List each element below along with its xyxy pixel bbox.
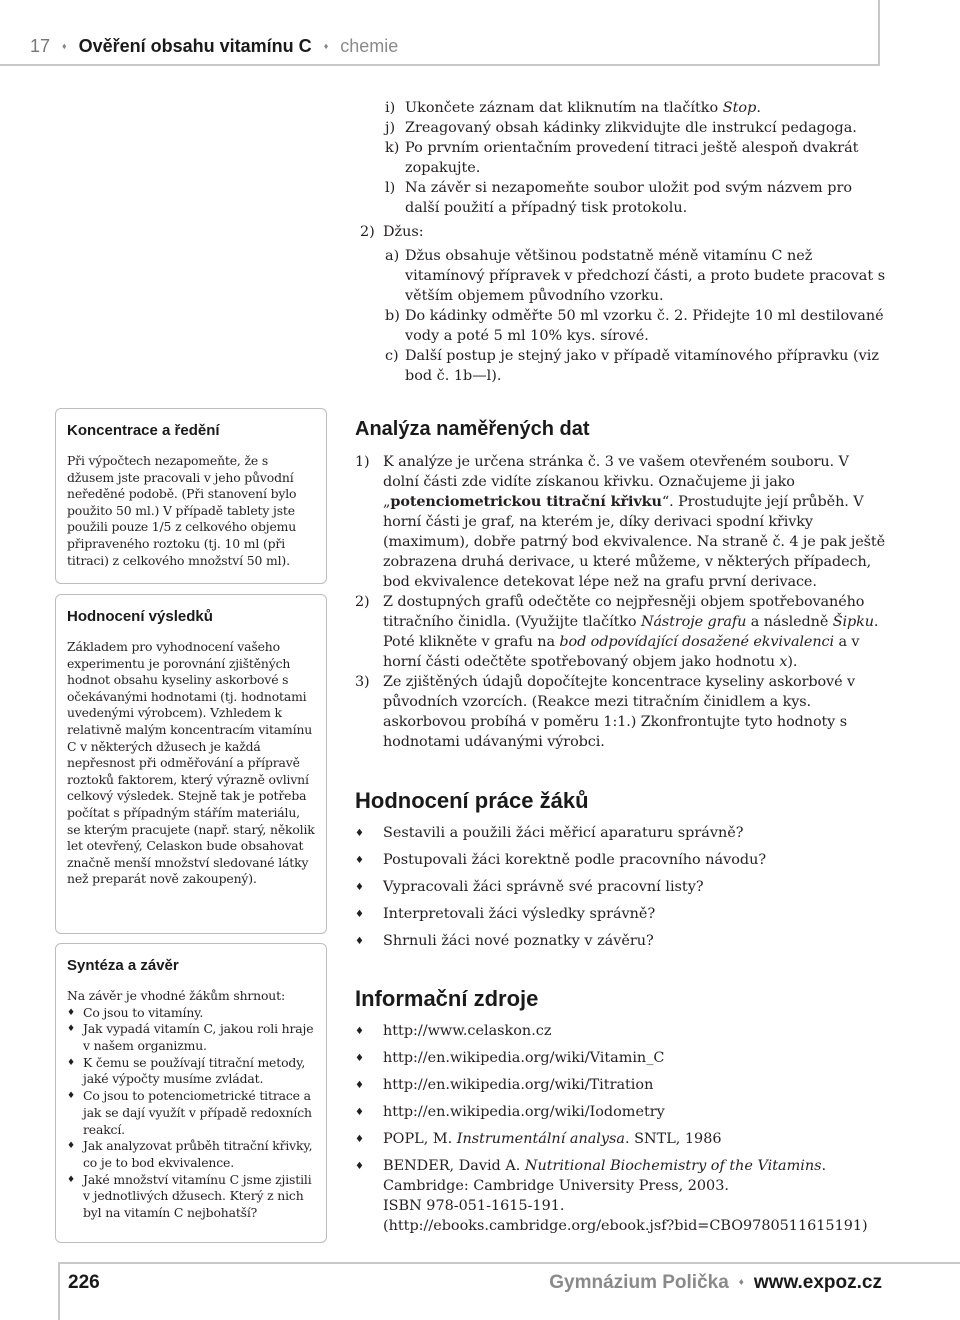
list-item: c) Další postup je stejný jako v případě vitamínového přípravku (viz bod č. 1b—l). xyxy=(385,348,879,384)
list-item: 3) Ze zjištěných údajů dopočítejte koncentrace kyseliny askorbové v původních vzorcích. (Reakce mezi titračním činidlem a kys. askorbovou probíhá v poměru 1:1.) Zkonfrontujte tyto hodnoty s hodnotami udávanými výrobci. xyxy=(355,674,856,750)
sidebar-box-title: Hodnocení výsledků xyxy=(67,608,213,625)
source-link[interactable]: ♦ http://en.wikipedia.org/wiki/Iodometry xyxy=(355,1102,887,1122)
sidebar-box-concentration xyxy=(55,408,327,584)
section-heading: Analýza naměřených dat xyxy=(355,418,590,440)
list-item: 2) Z dostupných grafů odečtěte co nejpřesněji objem spotřebovaného titračního činidla. (Využijte tlačítko Nástroje grafu a následně Šipku. Poté klikněte v grafu na bod odpovídající dosažené ekvivalenci a v horní části odečtěte spotřebovaný objem jako hodnotu x). xyxy=(355,594,879,670)
list-item: j) Zreagovaný obsah kádinky zlikvidujte dle instrukcí pedagoga. xyxy=(385,120,857,136)
list-item: 2) Džus: xyxy=(360,224,424,240)
list-item: ♦ Co jsou to vitamíny. xyxy=(67,1005,315,1022)
list-item: ♦ BENDER, David A. Nutritional Biochemistry of the Vitamins. Cambridge: Cambridge University Press, 2003. ISBN 978-051-1615-191. (http://ebooks.cambridge.org/ebook.jsf?bid=CBO9780511615191) xyxy=(355,1156,887,1236)
analysis-list xyxy=(355,452,887,752)
source-link[interactable]: ♦ http://www.celaskon.cz xyxy=(355,1021,887,1041)
sidebar-box-text: Při výpočtech nezapomeňte, že s džusem jste pracovali v jeho původní neředěné podobě. (Při stanovení bylo použito 50 ml.) V případě tablety jste použili pouze 1/5 z celkového objemu připraveného roztoku (tj. 10 ml (při titraci) z celkového množství 50 ml). xyxy=(67,453,297,568)
section-heading: Hodnocení práce žáků xyxy=(355,788,589,813)
sidebar-box-evaluation xyxy=(55,594,327,934)
list-item: ♦ Vypracovali žáci správně své pracovní listy? xyxy=(355,877,887,897)
sidebar-box-synthesis xyxy=(55,943,327,1243)
header-diamond-icon: ♦ xyxy=(323,41,329,51)
header-diamond-icon: ♦ xyxy=(62,41,67,51)
list-item: ♦ K čemu se používají titrační metody, jaké výpočty musíme zvládat. xyxy=(67,1055,315,1088)
list-item: ♦ Shrnuli žáci nové poznatky v závěru? xyxy=(355,931,887,951)
list-item: ♦ Jak analyzovat průběh titrační křivky, co je to bod ekvivalence. xyxy=(67,1138,315,1171)
list-item: ♦ POPL, M. Instrumentální analysa. SNTL, 1986 xyxy=(355,1129,887,1149)
procedure-item-title: Džus: xyxy=(383,224,424,240)
footer-page-number: 226 xyxy=(68,1272,100,1293)
header-subject: chemie xyxy=(340,36,399,56)
list-item: l) Na závěr si nezapomeňte soubor uložit pod svým názvem pro další použití a případný tisk protokolu. xyxy=(385,180,852,216)
list-item: ♦ Postupovali žáci korektně podle pracovního návodu? xyxy=(355,850,887,870)
procedure-continuation xyxy=(355,98,887,386)
procedure-substeps xyxy=(355,98,887,386)
sources-section xyxy=(355,1021,887,1236)
footer-diamond-icon: ♦ xyxy=(738,1277,744,1288)
header-title: Ověření obsahu vitamínu C xyxy=(78,36,312,56)
running-header xyxy=(30,36,398,57)
source-link[interactable]: ♦ http://en.wikipedia.org/wiki/Vitamin_C xyxy=(355,1048,887,1068)
sidebar-box-title: Syntéza a závěr xyxy=(67,957,179,974)
list-item: 1) K analýze je určena stránka č. 3 ve vašem otevřeném souboru. V dolní části zde vidíte získanou křivku. Označujeme ji jako „potenciometrickou titrační křivku“. Prostudujte její průběh. V horní části je graf, na kterém je, díky derivaci spodní křivky (maximum), dobře patrný bod ekvivalence. Na straně č. 4 je pak ještě zobrazena druhá derivace, u které můžeme, v některých případech, bod ekvivalence detekovat lépe než na grafu první derivace. xyxy=(355,454,885,590)
list-item: i) Ukončete záznam dat kliknutím na tlačítko Stop. xyxy=(385,100,761,116)
header-page-number: 17 xyxy=(30,36,51,56)
list-item: b) Do kádinky odměřte 50 ml vzorku č. 2. Přidejte 10 ml destilované vody a poté 5 ml 10% kys. sírové. xyxy=(385,308,884,344)
section-heading: Informační zdroje xyxy=(355,986,539,1011)
source-link[interactable]: ♦ http://en.wikipedia.org/wiki/Titration xyxy=(355,1075,887,1095)
footer-publisher xyxy=(549,1272,882,1294)
list-item: ♦ Interpretovali žáci výsledky správně? xyxy=(355,904,887,924)
analysis-section xyxy=(355,452,887,752)
footer-school: Gymnázium Polička xyxy=(549,1272,729,1293)
evaluation-section xyxy=(355,823,887,951)
list-item: ♦ Sestavili a použili žáci měřicí aparaturu správně? xyxy=(355,823,887,843)
list-item: ♦ Jak vypadá vitamín C, jakou roli hraje v našem organizmu. xyxy=(67,1021,315,1054)
list-item: k) Po prvním orientačním provedení titraci ještě alespoň dvakrát zopakujte. xyxy=(385,140,859,176)
sidebar-box-intro: Na závěr je vhodné žákům shrnout: xyxy=(67,988,285,1003)
evaluation-list xyxy=(355,823,887,951)
list-item: ♦ Co jsou to potenciometrické titrace a jak se dají využít v případě redoxních reakcí. xyxy=(67,1088,315,1138)
source-link[interactable]: (http://ebooks.cambridge.org/ebook.jsf?bid=CBO9780511615191) xyxy=(383,1218,868,1234)
sources-list xyxy=(355,1021,887,1236)
footer-website[interactable]: www.expoz.cz xyxy=(753,1272,882,1293)
list-item: a) Džus obsahuje většinou podstatně méně vitamínu C než vitamínový přípravek v předchozí části, a proto budete pracovat s větším objemem původního vzorku. xyxy=(385,248,886,304)
list-item: ♦ Jaké množství vitamínu C jsme zjistili v jednotlivých džusech. Který z nich byl na vitamín C nejbohatší? xyxy=(67,1172,315,1222)
sidebar-box-text: Základem pro vyhodnocení vašeho experimentu je porovnání zjištěných hodnot obsahu kyseliny askorbové s očekávanými hodnotami (tj. hodnotami uvedenými výrobcem). Vzhledem k relativně malým koncentracím vitamínu C v některých džusech je každá nepřesnost při odměřování a přípravě roztoků faktorem, který výrazně ovlivní celkový výsledek. Stejně tak je potřeba počítat s případným stářím materiálu, se kterým pracujete (např. starý, několik let otevřený, Celaskon bude obsahovat značně menší množství sledované látky než preparát nově zakoupený). xyxy=(67,639,315,887)
sidebar-box-title: Koncentrace a ředění xyxy=(67,422,220,439)
sidebar-bullet-list xyxy=(67,1005,315,1222)
